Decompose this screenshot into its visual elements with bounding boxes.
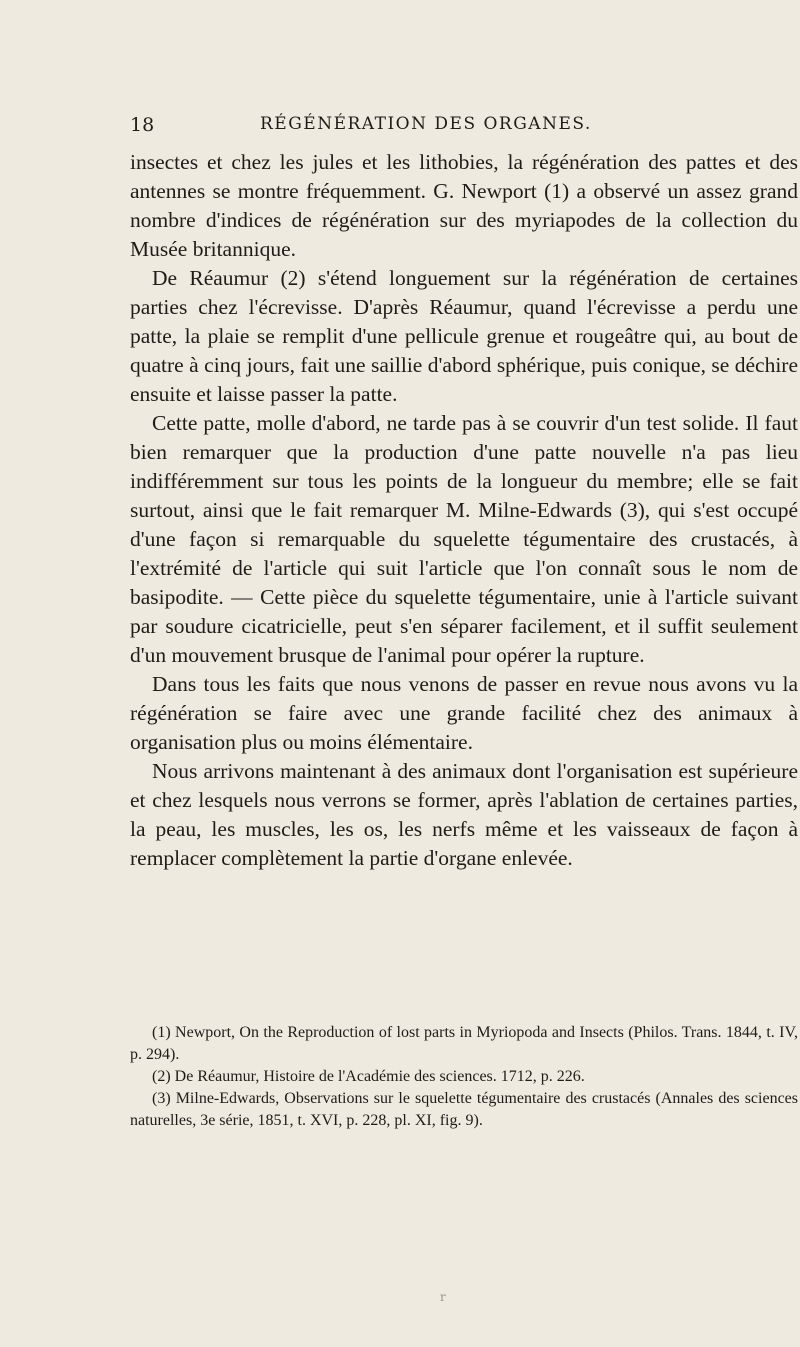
paragraph: insectes et chez les jules et les lithobies, la régénération des pattes et des antennes se montre fréquemment. G. Newport (1) a observé un assez grand nombre d'indices de régénération sur des myriapodes de la collection du Musée britannique. [130, 150, 798, 261]
footnote: (2) De Réaumur, Histoire de l'Académie des sciences. 1712, p. 226. [152, 1068, 585, 1085]
footnotes [130, 1022, 798, 1132]
running-title: RÉGÉNÉRATION DES ORGANES. [260, 114, 592, 134]
paragraph: De Réaumur (2) s'étend longuement sur la régénération de certaines parties chez l'écrevisse. D'après Réaumur, quand l'écrevisse a perdu une patte, la plaie se remplit d'une pellicule grenue et rougeâtre qui, au bout de quatre à cinq jours, fait une saillie d'abord sphérique, puis conique, se déchire ensuite et laisse passer la patte. [130, 266, 798, 406]
stray-mark: r [440, 1290, 446, 1304]
page-header [130, 114, 790, 144]
footnote: (3) Milne-Edwards, Observations sur le squelette tégumentaire des crustacés (Annales des sciences naturelles, 3e série, 1851, t. XVI, p. 228, pl. XI, fig. 9). [130, 1090, 798, 1129]
paragraph: Nous arrivons maintenant à des animaux dont l'organisation est supérieure et chez lesquels nous verrons se former, après l'ablation de certaines parties, la peau, les muscles, les os, les nerfs même et les vaisseaux de façon à remplacer complètement la partie d'organe enlevée. [130, 759, 798, 870]
footnote: (1) Newport, On the Reproduction of lost parts in Myriopoda and Insects (Philos. Trans. 1844, t. IV, p. 294). [130, 1024, 798, 1063]
page-number: 18 [130, 114, 155, 136]
paragraph: Cette patte, molle d'abord, ne tarde pas à se couvrir d'un test solide. Il faut bien remarquer que la production d'une patte nouvelle n'a pas lieu indifféremment sur tous les points de la longueur du membre; elle se fait surtout, ainsi que le fait remarquer M. Milne-Edwards (3), qui s'est occupé d'une façon si remarquable du squelette tégumentaire des crustacés, à l'extrémité de l'article qui suit l'article que l'on connaît sous le nom de basipodite. — Cette pièce du squelette tégumentaire, unie à l'article suivant par soudure cicatricielle, peut s'en séparer facilement, et il suffit seulement d'un mouvement brusque de l'animal pour opérer la rupture. [130, 411, 798, 667]
body-text [130, 148, 798, 873]
paragraph: Dans tous les faits que nous venons de passer en revue nous avons vu la régénération se faire avec une grande facilité chez des animaux à organisation plus ou moins élémentaire. [130, 672, 798, 754]
